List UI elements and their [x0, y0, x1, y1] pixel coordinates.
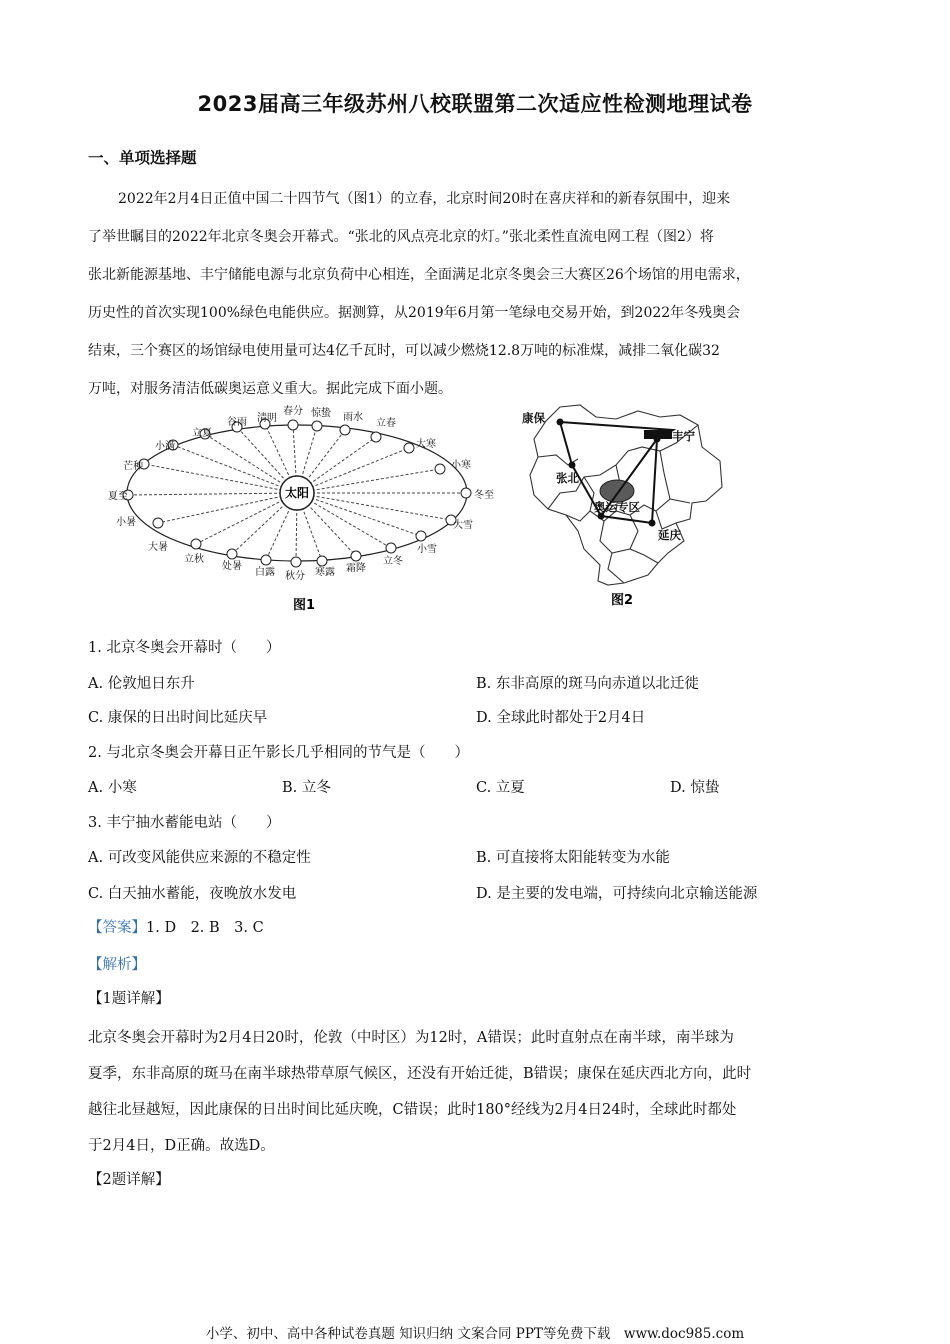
term-shuangjiang: 霜降	[346, 563, 366, 574]
term-liqiu: 立秋	[184, 554, 204, 565]
term-jingzhe: 惊蛰	[311, 408, 331, 419]
question-3-option-d: D. 是主要的发电端，可持续向北京输送能源	[476, 886, 758, 902]
term-qingming: 清明	[257, 413, 277, 424]
label-aoyun: 奥运专区	[594, 500, 640, 514]
footer-ad: 小学、初中、高中各种试卷真题 知识归纳 文案合同 PPT等免费下载 www.doc985.com	[205, 1326, 745, 1342]
intro-line: 张北新能源基地、丰宁储能电源与北京负荷中心相连，全面满足北京冬奥会三大赛区26个场馆的用电需求，	[88, 267, 750, 283]
detail-1-body	[88, 1020, 868, 1164]
detail-2-heading: 【2题详解】	[88, 1172, 170, 1188]
question-2-stem: 2. 与北京冬奥会开幕日正午影长几乎相同的节气是（ ）	[88, 745, 469, 761]
term-lixia: 立夏	[192, 428, 212, 439]
figure-1-caption: 图1	[292, 598, 316, 613]
question-3-option-c: C. 白天抽水蓄能，夜晚放水发电	[88, 886, 297, 902]
label-kangbao: 康保	[522, 411, 545, 425]
question-2-option-d: D. 惊蛰	[670, 780, 720, 796]
detail-1-heading: 【1题详解】	[88, 991, 170, 1007]
term-xiazhi: 夏至	[108, 491, 128, 502]
term-dahan: 大寒	[416, 439, 436, 450]
term-xiaoxue: 小雪	[417, 544, 437, 555]
sun-label: 太阳	[284, 486, 310, 500]
term-dashu: 大暑	[148, 542, 168, 553]
term-daxue: 大雪	[453, 520, 473, 531]
figure-2-caption: 图2	[610, 593, 634, 608]
intro-line: 结束，三个赛区的场馆绿电使用量可达4亿千瓦时，可以减少燃烧12.8万吨的标准煤，减排二氧化碳32	[88, 343, 720, 359]
detail-1-line: 越往北昼越短，因此康保的日出时间比延庆晚，C错误；此时180°经线为2月4日24时，全球此时都处	[88, 1102, 737, 1118]
term-qiufen: 秋分	[285, 571, 305, 582]
label-zhangbei: 张北	[556, 471, 579, 485]
term-mangzhong: 芒种	[123, 461, 143, 472]
question-1-option-a: A. 伦敦旭日东升	[88, 676, 195, 692]
term-chunfen: 春分	[283, 406, 303, 417]
label-yanqing: 延庆	[658, 528, 681, 542]
term-lidong: 立冬	[383, 556, 403, 567]
intro-line: 万吨，对服务清洁低碳奥运意义重大。据此完成下面小题。	[88, 381, 452, 397]
question-3-stem: 3. 丰宁抽水蓄能电站（ ）	[88, 815, 281, 831]
detail-1-line: 北京冬奥会开幕时为2月4日20时，伦敦（中时区）为12时，A错误；此时直射点在南半球，南半球为	[88, 1030, 734, 1046]
term-dongzhi: 冬至	[474, 490, 494, 501]
question-1-option-c: C. 康保的日出时间比延庆早	[88, 710, 268, 726]
question-1-option-d: D. 全球此时都处于2月4日	[476, 710, 646, 726]
intro-line: 2022年2月4日正值中国二十四节气（图1）的立春，北京时间20时在喜庆祥和的新春氛围中，迎来	[118, 191, 731, 207]
question-2-option-b: B. 立冬	[282, 780, 331, 796]
detail-1-line: 于2月4日，D正确。故选D。	[88, 1138, 275, 1154]
question-1-option-b: B. 东非高原的斑马向赤道以北迁徙	[476, 676, 699, 692]
detail-1-line: 夏季，东非高原的斑马在南半球热带草原气候区，还没有开始迁徙，B错误；康保在延庆西北方向，此时	[88, 1066, 752, 1082]
figure-2-grid-map	[520, 403, 730, 613]
term-yushui: 雨水	[343, 412, 363, 423]
intro-line: 历史性的首次实现100%绿色电能供应。据测算，从2019年6月第一笔绿电交易开始，到2022年冬残奥会	[88, 305, 741, 321]
question-3-option-b: B. 可直接将太阳能转变为水能	[476, 850, 670, 866]
figure-1-solar-terms	[108, 405, 500, 617]
section-heading: 一、单项选择题	[88, 149, 197, 167]
analysis-tag: 【解析】	[88, 957, 146, 973]
answer-text: 1. D 2. B 3. C	[146, 920, 264, 936]
term-xiaoshu: 小暑	[116, 517, 136, 528]
intro-line: 了举世瞩目的2022年北京冬奥会开幕式。“张北的风点亮北京的灯。”张北柔性直流电网工程（图2）将	[88, 229, 714, 245]
term-hanlu: 寒露	[315, 567, 335, 578]
question-2-option-a: A. 小寒	[88, 780, 137, 796]
question-3-option-a: A. 可改变风能供应来源的不稳定性	[88, 850, 311, 866]
question-1-stem: 1. 北京冬奥会开幕时（ ）	[88, 640, 281, 656]
label-fengning: 丰宁	[672, 429, 695, 443]
term-lichun: 立春	[376, 418, 396, 429]
question-2-option-c: C. 立夏	[476, 780, 525, 796]
answer-tag: 【答案】	[88, 920, 146, 936]
term-xiaohan: 小寒	[451, 460, 471, 471]
term-bailu: 白露	[255, 567, 275, 578]
page-title: 2023届高三年级苏州八校联盟第二次适应性检测地理试卷	[197, 92, 753, 116]
answer-line	[88, 916, 264, 937]
term-chushu: 处暑	[222, 561, 242, 572]
intro-paragraph	[88, 180, 868, 408]
term-xiaoman: 小满	[155, 441, 175, 452]
term-guyu: 谷雨	[227, 417, 247, 428]
